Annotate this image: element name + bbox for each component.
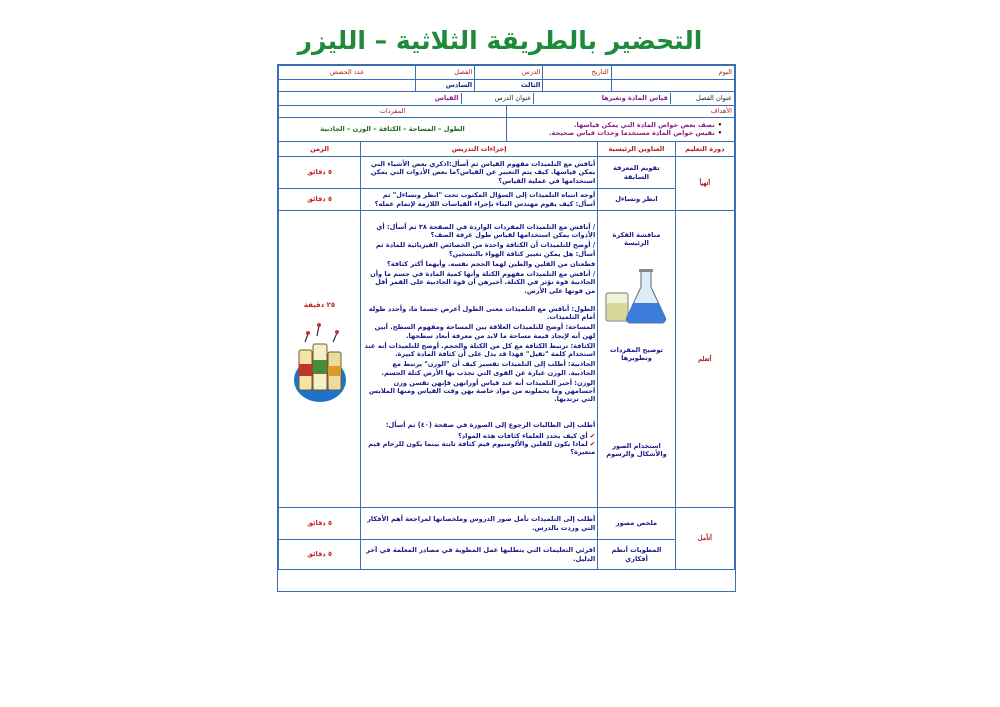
vocabulary-paragraph: الكثافة: ترتبط الكثافة مع كل من الكتلة والحجم. أوضح للتلميذات أنه عند استخدام كلمة "ثقيل" فهذا قد يدل على أن كثافة المادة كبيرة. (364, 341, 596, 359)
main-idea-paragraph: قطعتان من الفلين والطين لهما الحجم نفسه. وأيهما أكثر كثافة؟ (386, 259, 596, 268)
explore-time-cell (279, 211, 361, 508)
heading-main-idea: مناقشة الفكرة الرئيسة (612, 231, 661, 248)
stage-explore: أتعلم (675, 211, 734, 508)
unit-label: عنوان الفصل (670, 93, 734, 103)
lesson-title-label: عنوان الدرس (461, 93, 534, 103)
class-value: السادس (416, 79, 475, 91)
procedure-summary: أطلب إلى التلميذات تأمل صور الدروس وملخصاتها لمراجعة أهم الأفكار التي وردت بالدرس. (361, 508, 598, 540)
time-summary: ٥ دقائق (279, 508, 361, 540)
main-idea-paragraph: / أوضح للتلميذات أن الكثافة واحدة من الخصائص الفيزيائية للمادة ثم أسأل: هل يمكن تغيير كثافة الهواء بالتسخين؟ (375, 241, 596, 258)
heading-organizer: المطويات أنظم أفكاري (598, 540, 676, 570)
lesson-plan-page (277, 64, 736, 592)
images-intro: أطلب إلى الطالبات الرجوع إلى الصورة في صفحة (٤٠) ثم أسأل: (385, 421, 596, 430)
time-prior-knowledge: ٥ دقائق (279, 157, 361, 189)
objectives-vocab-table (279, 106, 734, 141)
header-info-table (279, 66, 734, 91)
vocabulary-paragraph: الطول: أناقش مع التلميذات معنى الطول أعرض جسما ما، وأحدد طوله أمام التلميذات. (368, 304, 596, 322)
objective-item: • تصف بعض خواص المادة التي يمكن قياسها. (509, 121, 722, 129)
lesson-title-value: القياس (434, 94, 459, 103)
procedure-look-and-wonder: أوجه انتباه التلميذات إلى السؤال المكتوب تحت "انظر وتساءل" ثم أسأل: كيف يقوم مهندس البناء بإجراء القياسات اللازمة لإتمام عمله؟ (361, 189, 598, 211)
lesson-plan-table (278, 65, 735, 570)
objectives-list (507, 117, 735, 141)
class-label: الفصل (416, 66, 475, 79)
col-procedures: إجراءات التدريس (361, 142, 598, 157)
col-headings: العناوين الرئيسية (598, 142, 676, 157)
day-label: اليوم (611, 66, 734, 79)
heading-images: استخدام الصور والأشكال والرسوم (606, 442, 667, 459)
lesson-label: الدرس (475, 66, 543, 79)
unit-value: قياس المادة وتغيرها (534, 93, 671, 103)
images-question: ✔ لماذا يكون للفلين والألومنيوم قيم كثافة ثابتة بينما يكون للرخام قيم متغيرة؟ (363, 440, 595, 456)
procedure-organizer: اقرئي التعليمات التي يتطلبها عمل المطوية في مصادر المعلمة في آخر الدليل. (361, 540, 598, 570)
col-time: الزمن (279, 142, 361, 157)
heading-vocabulary: توضيح المفردات وتطويرها (609, 345, 663, 362)
unit-row-table (279, 93, 734, 103)
col-cycle: دورة التعليم (675, 142, 734, 157)
day-value (611, 79, 734, 91)
time-look-and-wonder: ٥ دقائق (279, 189, 361, 211)
main-idea-paragraph: / أناقش مع التلميذات مفهوم الكتلة وأنها كمية المادة في جسم ما وأن الجاذبية قوة تؤثر في الكتلة. أخبرهن أن قوة الجاذبية على القمر أقل من قوتها على الأرض. (370, 270, 596, 295)
vocabulary-label: المفردات (279, 106, 507, 117)
sessions-value (279, 79, 416, 91)
explore-headings-cell (598, 211, 676, 508)
sessions-label: عدد الحصص (279, 66, 416, 79)
objective-item: • تقيس خواص المادة مستخدما وحدات قياس صحيحة. (509, 129, 722, 137)
time-organizer: ٥ دقائق (279, 540, 361, 570)
vocabulary-paragraph: المساحة: أوضح للتلميذات العلاقة بين المساحة ومفهوم السطح. أبين لهن أنه لإيجاد قيمة مساحة ما لابد من معرفة أبعاد سطحها. (374, 323, 596, 340)
explore-procedures-cell (361, 211, 598, 508)
date-value (543, 79, 611, 91)
stage-engage: أتهيأ (675, 157, 734, 211)
vocabulary-value: الطول – المساحة – الكثافة – الوزن – الجاذبية (279, 117, 507, 141)
heading-summary: ملخص مصور (598, 508, 676, 540)
lesson-value: الثالث (475, 79, 543, 91)
vocabulary-paragraph: الجاذبية: أطلب إلى التلميذات تفسير كيف أن "الوزن" يرتبط مع الجاذبية. الوزن عبارة عن القوى التي تجذب بها الأرض كتلة الجسم. (381, 360, 596, 377)
science-jars-icon (293, 320, 347, 406)
vocabulary-paragraph: الوزن: أخبر التلميذات أنه عند قياس أوزانهن فإنهن تقسن وزن أجسامهن وما يحملونه من مواد خاصة بهن وقت القياس ومنها الملابس التي ترتديها. (369, 378, 596, 404)
flask-and-beaker-icon (603, 267, 669, 325)
heading-prior-knowledge: تقويم المعرفة السابقة (598, 157, 676, 189)
procedure-prior-knowledge: أناقش مع التلميذات مفهوم القياس ثم أسأل:اذكري بعض الأشياء التي يمكن قياسها. كيف يتم التعبير عن القياس؟ما بعض الأدوات التي يمكن استخدامها في عملية القياس؟ (361, 157, 598, 189)
page-title: التحضير بالطريقة الثلاثية – الليزر (297, 26, 703, 55)
date-label: التاريخ (543, 66, 611, 79)
images-question: ✔ أي كيف يحدد العلماء كثافات هذه المواد؟ (363, 432, 595, 440)
time-explore: ٢٥ دقيقة (303, 301, 336, 309)
heading-look-and-wonder: انظر وتساءل (598, 189, 676, 211)
main-idea-paragraph: / أناقش مع التلميذات المفردات الواردة في الصفحة ٣٨ ثم أسأل: أي الأدوات يمكن استخدامها لقياس طول غرفة الصف؟ (376, 223, 596, 240)
objectives-label: الأهداف (507, 106, 735, 117)
stage-evaluate: أتأمل (675, 508, 734, 570)
